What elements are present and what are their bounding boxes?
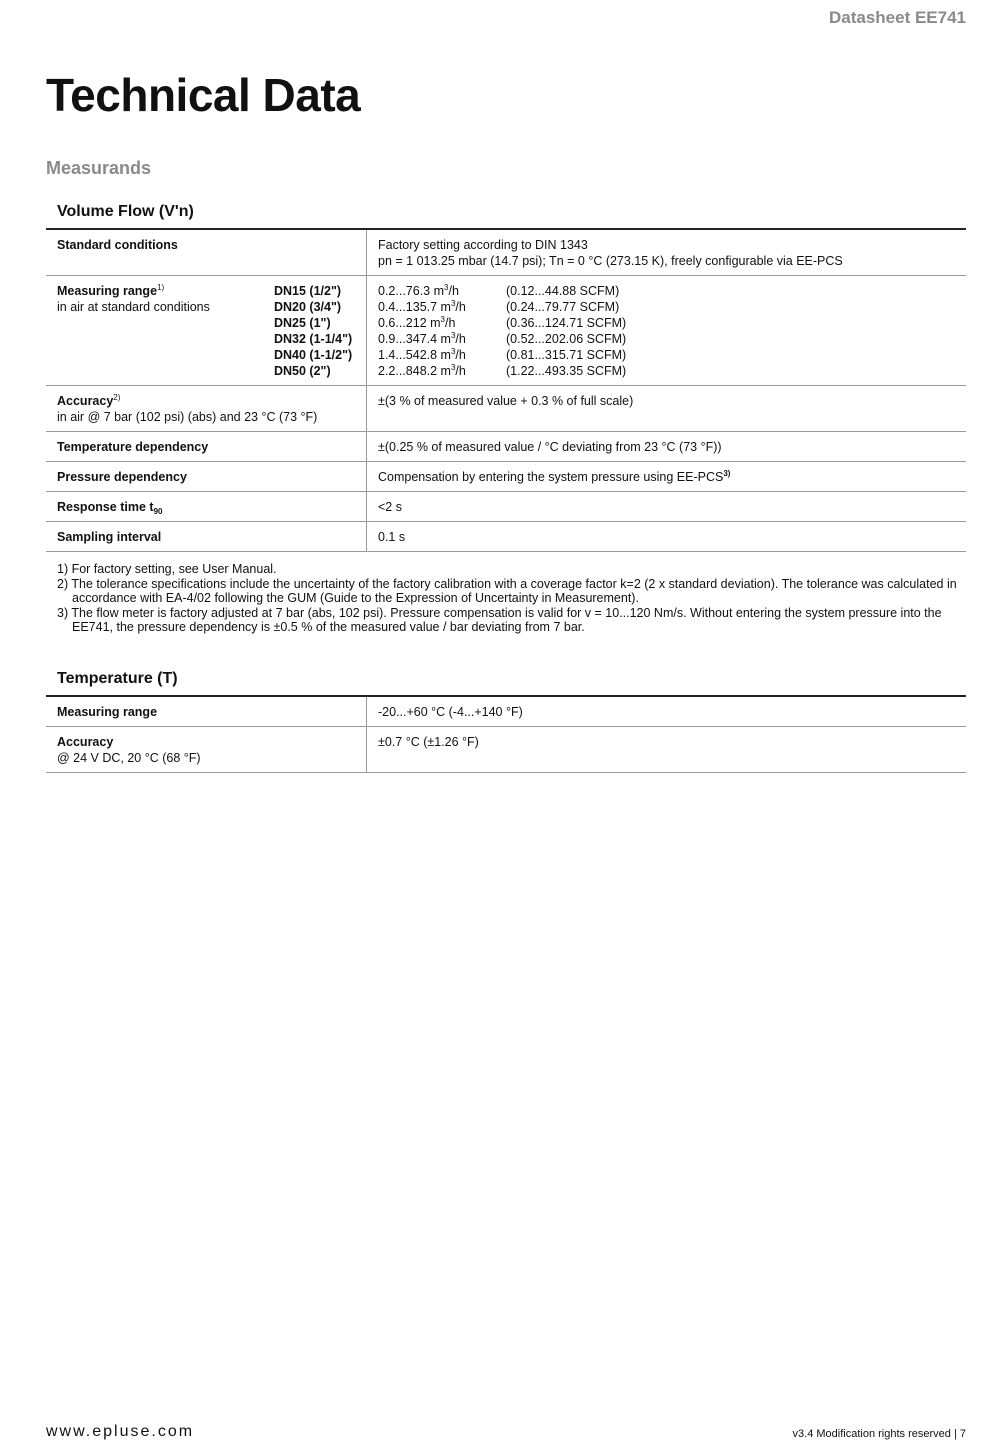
imperial-range: (0.36...124.71 SCFM) — [506, 316, 627, 330]
pressure-dependency-value-cell — [367, 462, 967, 492]
imperial-range: (1.22...493.35 SCFM) — [506, 364, 627, 378]
temperature-dependency-label: Temperature dependency — [46, 432, 367, 462]
response-time-value: <2 s — [378, 500, 402, 514]
page-title: Technical Data — [46, 69, 361, 121]
table-row — [46, 386, 966, 432]
imperial-range: (0.52...202.06 SCFM) — [506, 332, 627, 346]
temperature-measuring-range-label: Measuring range — [46, 696, 367, 727]
accuracy-sublabel: in air @ 7 bar (102 psi) (abs) and 23 °C (73 °F) — [57, 410, 318, 424]
label-spacer — [57, 331, 274, 347]
nominal-diameter: DN50 (2") — [274, 364, 331, 378]
metric-range-unit: /h — [455, 332, 466, 346]
response-time-label-cell — [46, 492, 367, 522]
measuring-range-sublabel: in air at standard conditions — [57, 300, 210, 314]
label-spacer — [57, 315, 274, 331]
metric-range — [378, 315, 506, 331]
metric-range — [378, 283, 506, 299]
pressure-dependency-label: Pressure dependency — [46, 462, 367, 492]
imperial-range: (0.81...315.71 SCFM) — [506, 348, 627, 362]
table-row — [46, 522, 966, 552]
metric-range-unit: /h — [455, 300, 466, 314]
measuring-range-label-grid — [57, 283, 356, 379]
temperature-accuracy-label-cell — [46, 727, 367, 773]
standard-conditions-line2: pn = 1 013.25 mbar (14.7 psi); Tn = 0 °C (273.15 K), freely configurable via EE-PCS — [378, 254, 843, 268]
imperial-range: (0.24...79.77 SCFM) — [506, 300, 620, 314]
volume-flow-table — [46, 228, 966, 552]
cube-superscript: 3 — [450, 347, 456, 356]
temperature-accuracy-sublabel: @ 24 V DC, 20 °C (68 °F) — [57, 751, 201, 765]
measuring-range-label-text: Measuring range — [57, 284, 158, 298]
table-row — [46, 727, 966, 773]
cube-superscript: 3 — [450, 331, 456, 340]
nominal-diameter: DN32 (1-1/4") — [274, 332, 353, 346]
table-row — [46, 696, 966, 727]
metric-range-value: 2.2...848.2 m — [378, 364, 451, 378]
metric-range-unit: /h — [445, 316, 456, 330]
metric-range — [378, 347, 506, 363]
temperature-measuring-range-value: -20...+60 °C (-4...+140 °F) — [378, 705, 523, 719]
temperature-accuracy-value: ±0.7 °C (±1.26 °F) — [378, 735, 479, 749]
standard-conditions-line1: Factory setting according to DIN 1343 — [378, 238, 588, 252]
accuracy-label-cell — [46, 386, 367, 432]
cube-superscript: 3 — [450, 299, 456, 308]
footnote-ref-3: 3) — [723, 469, 731, 478]
table-row — [46, 492, 966, 522]
standard-conditions-label: Standard conditions — [46, 229, 367, 276]
sampling-interval-label: Sampling interval — [46, 522, 367, 552]
datasheet-title: Datasheet EE741 — [828, 8, 966, 27]
metric-range-unit: /h — [455, 364, 466, 378]
metric-range-value: 1.4...542.8 m — [378, 348, 451, 362]
measuring-range-values-grid — [378, 283, 956, 379]
metric-range — [378, 331, 506, 347]
accuracy-label: Accuracy — [57, 394, 114, 408]
measuring-range-label — [57, 283, 274, 299]
measuring-range-values — [367, 276, 967, 386]
metric-range-value: 0.2...76.3 m — [378, 284, 445, 298]
footnotes — [57, 562, 957, 635]
metric-range-value: 0.9...347.4 m — [378, 332, 451, 346]
label-spacer — [57, 363, 274, 379]
table-row — [46, 229, 966, 276]
temperature-table — [46, 695, 966, 773]
nominal-diameter: DN40 (1-1/2") — [274, 348, 353, 362]
table-row — [46, 276, 966, 386]
response-time-label: Response time t — [57, 500, 154, 514]
imperial-range: (0.12...44.88 SCFM) — [506, 284, 620, 298]
sampling-interval-value: 0.1 s — [378, 530, 406, 544]
cube-superscript: 3 — [440, 315, 445, 324]
footnote-ref-2: 2) — [113, 393, 121, 402]
standard-conditions-value — [367, 229, 967, 276]
volume-flow-heading: Volume Flow (V'n) — [57, 203, 194, 220]
response-time-subscript: 90 — [153, 507, 163, 516]
cube-superscript: 3 — [450, 363, 456, 372]
footnote-3: 3) The flow meter is factory adjusted at 7 bar (abs, 102 psi). Pressure compensation is valid for v = 10...120 Nm/s. Without entering the system pressure into the EE741, the pressure dependency is ±0.5 % of the measured value / bar deviating from 7 bar. — [57, 605, 942, 635]
metric-range-value: 0.6...212 m — [378, 316, 441, 330]
metric-range — [378, 299, 506, 315]
nominal-diameter: DN20 (3/4") — [274, 300, 342, 314]
footnote-2: 2) The tolerance specifications include the uncertainty of the factory calibration with a coverage factor k=2 (2 x standard deviation). The tolerance was calculated in accordance with EA-4/02 following the GUM (Guide to the Expression of Uncertainty in Measurement). — [57, 576, 957, 606]
temperature-heading: Temperature (T) — [57, 670, 178, 687]
footer-version-page: v3.4 Modification rights reserved | 7 — [792, 1428, 966, 1440]
nominal-diameter: DN25 (1") — [274, 316, 331, 330]
label-spacer — [57, 347, 274, 363]
cube-superscript: 3 — [444, 283, 449, 292]
metric-range-value: 0.4...135.7 m — [378, 300, 451, 314]
accuracy-value: ±(3 % of measured value + 0.3 % of full scale) — [378, 394, 634, 408]
metric-range — [378, 363, 506, 379]
table-row — [46, 462, 966, 492]
table-row — [46, 432, 966, 462]
footnote-ref-1: 1) — [157, 283, 165, 292]
footer-website[interactable]: www.epluse.com — [46, 1423, 195, 1440]
metric-range-unit: /h — [455, 348, 466, 362]
nominal-diameter: DN15 (1/2") — [274, 284, 342, 298]
measuring-range-label-cell — [46, 276, 367, 386]
temperature-dependency-value: ±(0.25 % of measured value / °C deviating from 23 °C (73 °F)) — [378, 440, 722, 454]
footnote-1: 1) For factory setting, see User Manual. — [57, 562, 277, 576]
temperature-accuracy-label: Accuracy — [57, 735, 114, 749]
section-heading-measurands: Measurands — [46, 158, 152, 178]
metric-range-unit: /h — [448, 284, 459, 298]
pressure-dependency-value: Compensation by entering the system pressure using EE-PCS — [378, 470, 724, 484]
